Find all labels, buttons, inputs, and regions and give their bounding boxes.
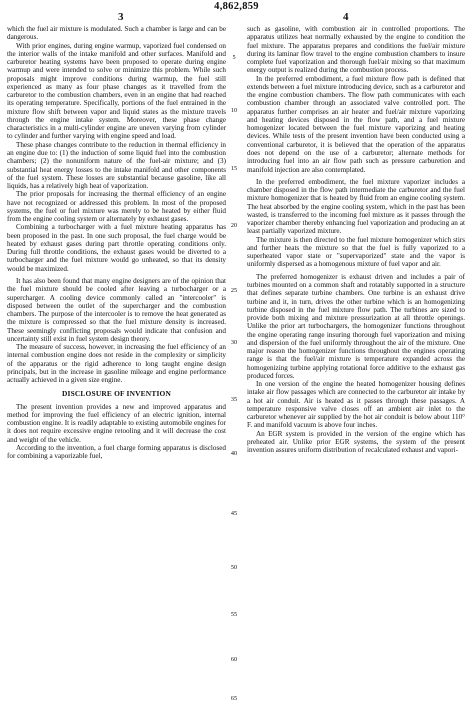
right-column-number: 4 [343,11,349,23]
paragraph: The prior proposals for increasing the thermal efficiency of an engine have not recognized or addressed this problem. In most of the proposed systems, the fuel or fuel mixture was merely to be heated by either fluid from the engine cooling system or alternately by exhaust gases. [7,190,226,224]
paragraph: An EGR system is provided in the version of the engine which has preheated air. Unlike prior EGR systems, the system of the present invention assures uniform distribution of recalculated exhaust and vapori- [247,429,465,455]
line-number: 20 [230,222,238,229]
line-number: 55 [230,611,238,618]
line-number: 5 [232,54,236,61]
line-number: 15 [230,165,238,172]
paragraph: The measure of success, however, in increasing the fuel efficiency of an internal combustion engine does not reside in the complexity or simplicity of the apparatus or the rigid adherence to long taught engine design principals, but in the increase in gasoline mileage and engine performance actually achieved in a given size engine. [7,343,226,385]
line-number: 65 [230,695,238,702]
paragraph: According to the invention, a fuel charge forming apparatus is disclosed for combining a vaporizable fuel, [7,444,226,461]
paragraph: The present invention provides a new and improved apparatus and method for improving the fuel efficiency of an electric ignition, internal combustion engine. It is readily adaptable to existing automobile engines for it does not require excessive engine retooling and it will decrease the cost and weight of the vehicle. [7,402,226,444]
paragraph: which the fuel air mixture is modulated. Such a chamber is large and can be dangerous. [7,25,226,42]
line-number: 45 [230,510,238,517]
paragraph: In the preferred embodiment, a fuel mixture flow path is defined that extends between a fuel mixture introducing device, such as a carburetor and the engine combustion chambers. The flow path communicates with each combustion chamber through an associated valve controlled port. The apparatus further comprises an air heater and fuel/air mixture vaporizing and heating devices disposed in the flow path, and a fuel mixture homogenizer located between the fuel mixture vaporizing and heating devices. While tests of the present invention have been conducted using a conventional carburetor, it is believed that the operation of the apparatus does not depend on the use of a carburetor; alternate methods for introducing fuel into an air flow path such as pressure carburetion and manifold injection are also contemplated. [247,74,465,174]
line-number: 30 [230,339,238,346]
line-number: 35 [230,396,238,403]
paragraph: It has also been found that many engine designers are of the opinion that the fuel mixture should be cooled after leaving a turbocharger or a supercharger. A cooling device commonly called an "intercooler" is disposed between the outlet of the supercharger and the combustion chambers. The purpose of the intercooler is to remove the heat generated as the mixture is compressed so that the fuel mixture density is increased. These seemingly conflicting proposals would indicate that confusion and uncertainty still exist in fuel system design theory. [7,276,226,343]
paragraph: The preferred homogenizer is exhaust driven and includes a pair of turbines mounted on a common shaft and rotatably supported in a structure that defines separate turbine chambers. One turbine is an exhaust drive turbine and it, in turn, drives the other turbine which is an homogenizing turbine disposed in the fuel mixture flow path. The turbines are sized to provide both mixing and mixture pressurization at all throttle openings. Unlike the prior art turbochargers, the homogenizer functions throughout the engine operating range insuring thorough fuel vaporization and mixing and dispersion of the fuel uniformly throughout the air of the mixture. One major reason the homogenizer functions throughout the engines operating range is that the fuel/air mixture is temperature expanded across the homogenizing turbine applying rotational force additive to the exhaust gas produced forces. [247,272,465,380]
right-column [247,25,465,455]
paragraph: These phase changes contribute to the reduction in thermal efficiency in an engine due to: (1) the induction of some liquid fuel into the combustion chambers; (2) the nonuniform nature of the fuel-air mixture; and (3) substantial heat energy losses to the intake manifold and other components of the fuel system. These losses are substantial because gasoline, like all liquids, has a relatively high heat of vaporization. [7,140,226,191]
line-number: 60 [230,656,238,663]
line-number: 25 [230,287,238,294]
line-number: 10 [230,107,238,114]
section-heading: DISCLOSURE OF INVENTION [61,389,172,399]
paragraph: Combining a turbocharger with a fuel mixture heating apparatus has been proposed in the past. In one such proposal, the fuel charge would be heated by exhaust gases during part throttle operating conditions only. During full throttle conditions, the exhaust gases would be diverted to a turbocharger and the fuel mixture would go unheated, so that its density would be maximized. [7,223,226,273]
page-header [0,0,473,24]
left-column-number: 3 [118,11,124,23]
patent-number: 4,862,859 [214,1,259,12]
paragraph: The mixture is then directed to the fuel mixture homogenizer which stirs and further heats the mixture so that the fuel is fully vaporized to a superheated vapor state or "supervaporized" state and the vapor is uniformly dispersed as a homogenous mixture of fuel vapor and air. [247,235,465,269]
line-number: 40 [230,450,238,457]
paragraph: In the preferred embodiment, the fuel mixture vaporizer includes a chamber disposed in the flow path intermediate the carburetor and the fuel mixture homogenizer that is heated by fluid from an engine cooling system. The heat absorbed by the engine cooling system, which in the past has been wasted, is transferred to the incoming fuel mixture as it passes through the vaporizer chamber thereby enhancing fuel vaporization and producing an at least partially vaporized mixture. [247,177,465,236]
paragraph: In one version of the engine the heated homogenizer housing defines intake air flow passages which are connected to the carburetor air intake by a hot air conduit. Air is heated as it passes through these passages. A temperature responsive valve closes off an ambient air inlet to the carburetor whenever air supplied by the hot air conduit is below about 110° F. and manifold vacuum is above four inches. [247,380,465,430]
paragraph: such as gasoline, with combustion air in controlled proportions. The apparatus utilizes heat normally exhausted by the engine to condition the fuel mixture. The apparatus prepares and conditions the fuel/air mixture during its laminar flow travel to the engine combustion chambers to insure complete fuel vaporization and thorough fuel/air mixing so that maximum energy output is realized during the combustion process. [247,25,465,75]
line-number: 50 [230,564,238,571]
left-column [7,25,226,461]
paragraph: With prior engines, during engine warmup, vaporized fuel condensed on the interior walls of the intake manifold and other surfaces. Manifold and carburetor heating systems have been proposed to operate during engine warmup and were intended to solve or minimize this problem. While such proposals might improve conditions during warmup, the fuel still experienced as many as four phase changes as it travelled from the carburetor to the combustion chambers, even in an engine that had reached its operating temperature. Specifically, portions of the fuel entrained in the mixture flow shift between vapor and liquid states as the mixture travels through the engine intake system. Moreover, these phase change characteristics in a multi-cylinder engine are uneven varying from cylinder to cylinder and further varying with engine speed and load. [7,41,226,141]
